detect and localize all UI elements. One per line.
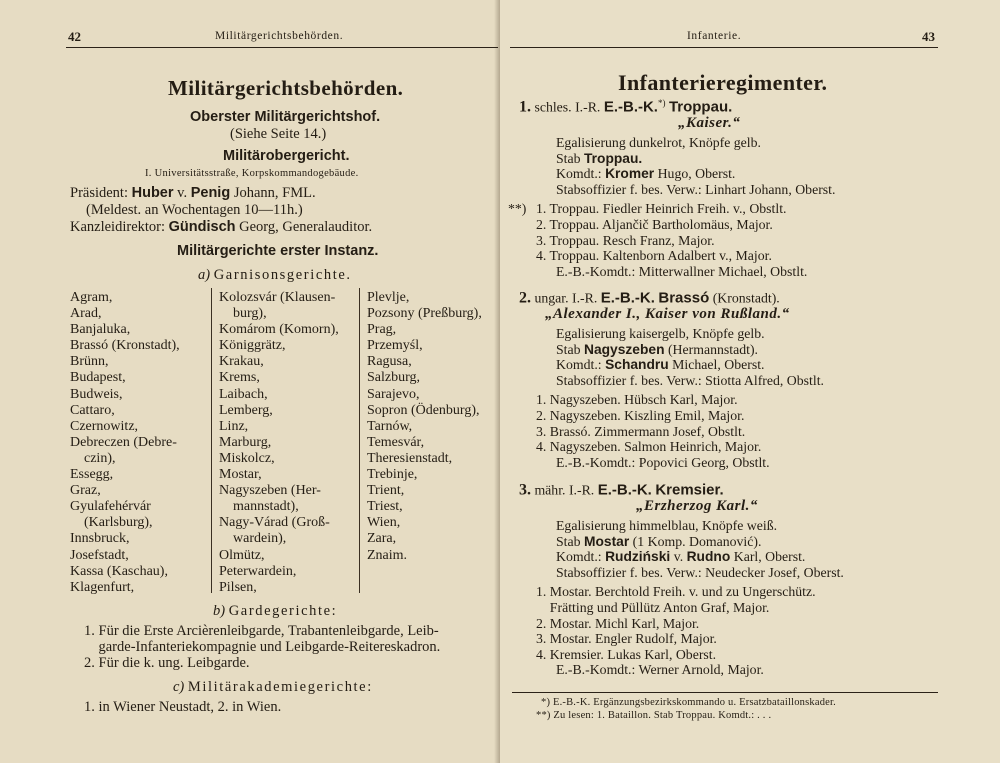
battalion-line: 1. Troppau. Fiedler Heinrich Freih. v., Obstlt. <box>536 201 787 217</box>
garrison-entry: Pilsen, <box>219 579 257 595</box>
garrison-entry: Plevlje, <box>367 290 410 305</box>
regiment-staff: Stab Nagyszeben (Hermannstadt). <box>556 341 758 357</box>
garrison-entry: Przemyśl, <box>367 338 423 354</box>
garrison-column-3 <box>367 290 482 564</box>
garrison-entry: Josefstadt, <box>70 547 129 563</box>
garrison-entry: Budweis, <box>70 386 123 402</box>
footnote-rule <box>512 692 938 693</box>
garrison-entry: Königgrätz, <box>219 338 286 354</box>
garrison-entry: Trient, <box>367 483 405 499</box>
garrison-entry: Kassa (Kaschau), <box>70 563 168 579</box>
right-page <box>500 0 1000 763</box>
garrison-entry: Nagyszeben (Her- <box>219 483 321 499</box>
garrison-entry: Trebinje, <box>367 467 418 483</box>
running-head-right: Infanterie. <box>687 30 742 42</box>
garrison-entry: Mostar, <box>219 467 262 483</box>
garrison-entry: Znaim. <box>367 547 408 563</box>
garrison-entry: Miskolcz, <box>219 450 275 466</box>
garrison-entry: Ragusa, <box>367 354 412 370</box>
garrison-entry: Theresienstadt, <box>367 450 453 466</box>
battalion-line: 1. Mostar. Berchtold Freih. v. und zu Ungerschütz. <box>536 584 816 600</box>
garrison-entry: Klagenfurt, <box>70 579 135 595</box>
garrison-entry: Arad, <box>70 306 102 322</box>
academy-courts-label: c) Militärakademiegerichte: <box>173 679 373 695</box>
column-divider-1 <box>211 288 212 593</box>
garrison-entry: Temesvár, <box>367 434 425 450</box>
first-instance-heading: Militärgerichte erster Instanz. <box>177 243 379 259</box>
garrison-entry: Banjaluka, <box>70 322 131 338</box>
regiment-facing: Egalisierung dunkelrot, Knöpfe gelb. <box>556 135 761 150</box>
footnote-2: **) Zu lesen: 1. Bataillon. Stab Troppau. Komdt.: . . . <box>536 710 772 721</box>
garrison-entry: Brünn, <box>70 354 109 370</box>
regiment-title: 2. ungar. I.-R. E.-B.-K. Brassó (Kronstadt). <box>519 289 780 307</box>
garrison-entry: czin), <box>70 450 116 466</box>
regiment-commander: Komdt.: Schandru Michael, Oberst. <box>556 357 765 373</box>
president-line: Präsident: Huber v. Penig Johann, FML. <box>70 185 316 201</box>
regiment-facing: Egalisierung himmelblau, Knöpfe weiß. <box>556 518 778 533</box>
regiment-staff-officer: Stabsoffizier f. bes. Verw.: Stiotta Alfred, Obstlt. <box>556 372 824 388</box>
reporting-hours: (Meldest. an Wochentagen 10—11h.) <box>86 202 303 218</box>
guard-court-item-1: 1. Für die Erste Arcièrenleibgarde, Trabantenleibgarde, Leib- <box>84 623 439 639</box>
garrison-entry: wardein), <box>219 531 287 547</box>
guard-court-item-2: 2. Für die k. ung. Leibgarde. <box>84 655 250 671</box>
garrison-entry: Innsbruck, <box>70 531 130 547</box>
regiment-staff-officer: Stabsoffizier f. bes. Verw.: Linhart Johann, Oberst. <box>556 181 836 197</box>
garrison-entry: Olmütz, <box>219 547 265 563</box>
garrison-entry: Sarajevo, <box>367 386 420 402</box>
page-title-right: Infanterieregimenter. <box>618 70 828 95</box>
regiment-motto: „Alexander I., Kaiser von Rußland.“ <box>545 306 790 322</box>
garrison-entry: Cattaro, <box>70 402 115 418</box>
regiment-district-command: E.-B.-Komdt.: Werner Arnold, Major. <box>556 662 764 678</box>
garrison-entry: Laibach, <box>219 386 268 402</box>
supreme-court-note: (Siehe Seite 14.) <box>230 126 327 142</box>
garrison-entry: Sopron (Ödenburg), <box>367 402 480 418</box>
regiment-staff: Stab Troppau. <box>556 150 643 166</box>
battalion-line: Frätting und Püllütz Anton Graf, Major. <box>536 600 770 615</box>
battalion-line: 4. Troppau. Kaltenborn Adalbert v., Major. <box>536 248 772 264</box>
regiment-district-command: E.-B.-Komdt.: Mitterwallner Michael, Obstlt. <box>556 263 808 279</box>
battalion-note-marker: **) <box>508 201 527 217</box>
regiment-commander: Komdt.: Kromer Hugo, Oberst. <box>556 166 736 182</box>
regiment-facing: Egalisierung kaisergelb, Knöpfe gelb. <box>556 326 765 341</box>
garrison-entry: Lemberg, <box>219 402 273 418</box>
garrison-entry: Prag, <box>367 322 397 338</box>
garrison-entry: Essegg, <box>70 467 114 483</box>
garrison-entry: (Karlsburg), <box>70 515 153 531</box>
regiment-motto: „Kaiser.“ <box>678 115 741 131</box>
garrison-entry: Graz, <box>70 483 101 499</box>
header-rule-right <box>510 47 938 48</box>
garrison-entry: Triest, <box>367 499 403 515</box>
battalion-line: 2. Troppau. Aljančič Bartholomäus, Major. <box>536 217 773 232</box>
chancellery-line: Kanzleidirektor: Gündisch Georg, Generalauditor. <box>70 219 373 235</box>
regiment-district-command: E.-B.-Komdt.: Popovici Georg, Obstlt. <box>556 454 770 470</box>
garrison-entry: Linz, <box>219 418 249 434</box>
battalion-line: 2. Nagyszeben. Kiszling Emil, Major. <box>536 408 745 423</box>
battalion-line: 3. Mostar. Engler Rudolf, Major. <box>536 631 717 647</box>
garrison-entry: Debreczen (Debre- <box>70 434 177 450</box>
garrison-entry: Kolozsvár (Klausen- <box>219 290 336 305</box>
garrison-entry: Pozsony (Preßburg), <box>367 306 482 322</box>
battalion-line: 4. Kremsier. Lukas Karl, Oberst. <box>536 646 717 662</box>
garrison-entry: Salzburg, <box>367 370 421 386</box>
battalion-line: 1. Nagyszeben. Hübsch Karl, Major. <box>536 392 738 408</box>
academy-court-item: 1. in Wiener Neustadt, 2. in Wien. <box>84 699 282 715</box>
regiment-staff-officer: Stabsoffizier f. bes. Verw.: Neudecker Josef, Oberst. <box>556 564 844 580</box>
garrison-entry: Wien, <box>367 515 401 531</box>
garrison-entry: Marburg, <box>219 434 272 450</box>
garrison-entry: mannstadt), <box>219 499 299 515</box>
running-head-left: Militärgerichtsbehörden. <box>215 30 344 42</box>
garrison-entry: Komárom (Komorn), <box>219 322 339 338</box>
garrison-entry: Zara, <box>367 531 397 547</box>
footnote-1: *) E.-B.-K. Ergänzungsbezirkskommando u. Ersatzbataillonskader. <box>541 697 836 708</box>
garrison-entry: Agram, <box>70 290 113 305</box>
garrison-entry: Krems, <box>219 370 260 386</box>
garrison-entry: Tarnów, <box>367 418 413 434</box>
page-title-left: Militärgerichtsbehörden. <box>168 76 404 100</box>
regiment-title: 3. mähr. I.-R. E.-B.-K. Kremsier. <box>519 481 724 499</box>
column-divider-2 <box>359 288 360 593</box>
superior-court-heading: Militärobergericht. <box>223 148 350 164</box>
regiment-staff: Stab Mostar (1 Komp. Domanović). <box>556 533 762 549</box>
garrison-entry: Peterwardein, <box>219 563 297 579</box>
battalion-line: 3. Brassó. Zimmermann Josef, Obstlt. <box>536 423 746 439</box>
superior-court-address: I. Universitätsstraße, Korpskommandogebäude. <box>145 168 359 179</box>
garrison-entry: Gyulafehérvár <box>70 499 151 515</box>
page-number-right: 43 <box>922 29 935 44</box>
guard-courts-label: b) Gardegerichte: <box>213 603 338 619</box>
regiment-motto: „Erzherzog Karl.“ <box>636 498 758 514</box>
supreme-court-heading: Oberster Militärgerichtshof. <box>190 109 381 125</box>
garrison-entry: burg), <box>219 306 267 322</box>
guard-court-item-1-cont: garde-Infanteriekompagnie und Leibgarde-Reitereskadron. <box>84 639 441 655</box>
garrison-entry: Krakau, <box>219 354 264 370</box>
page-number-left: 42 <box>68 29 81 44</box>
regiment-title: 1. schles. I.-R. E.-B.-K.*) Troppau. <box>519 98 733 116</box>
garrison-column-2 <box>219 290 339 596</box>
header-rule-left <box>66 47 498 48</box>
battalion-line: 4. Nagyszeben. Salmon Heinrich, Major. <box>536 439 762 455</box>
regiment-commander: Komdt.: Rudziński v. Rudno Karl, Oberst. <box>556 549 806 565</box>
garrison-column-1 <box>70 290 180 596</box>
garrison-entry: Nagy-Várad (Groß- <box>219 515 330 531</box>
garrison-courts-label: a) Garnisonsgerichte. <box>198 267 352 283</box>
garrison-entry: Brassó (Kronstadt), <box>70 338 180 354</box>
garrison-entry: Budapest, <box>70 370 126 386</box>
garrison-entry: Czernowitz, <box>70 418 139 434</box>
battalion-line: 2. Mostar. Michl Karl, Major. <box>536 615 700 631</box>
battalion-line: 3. Troppau. Resch Franz, Major. <box>536 232 715 248</box>
